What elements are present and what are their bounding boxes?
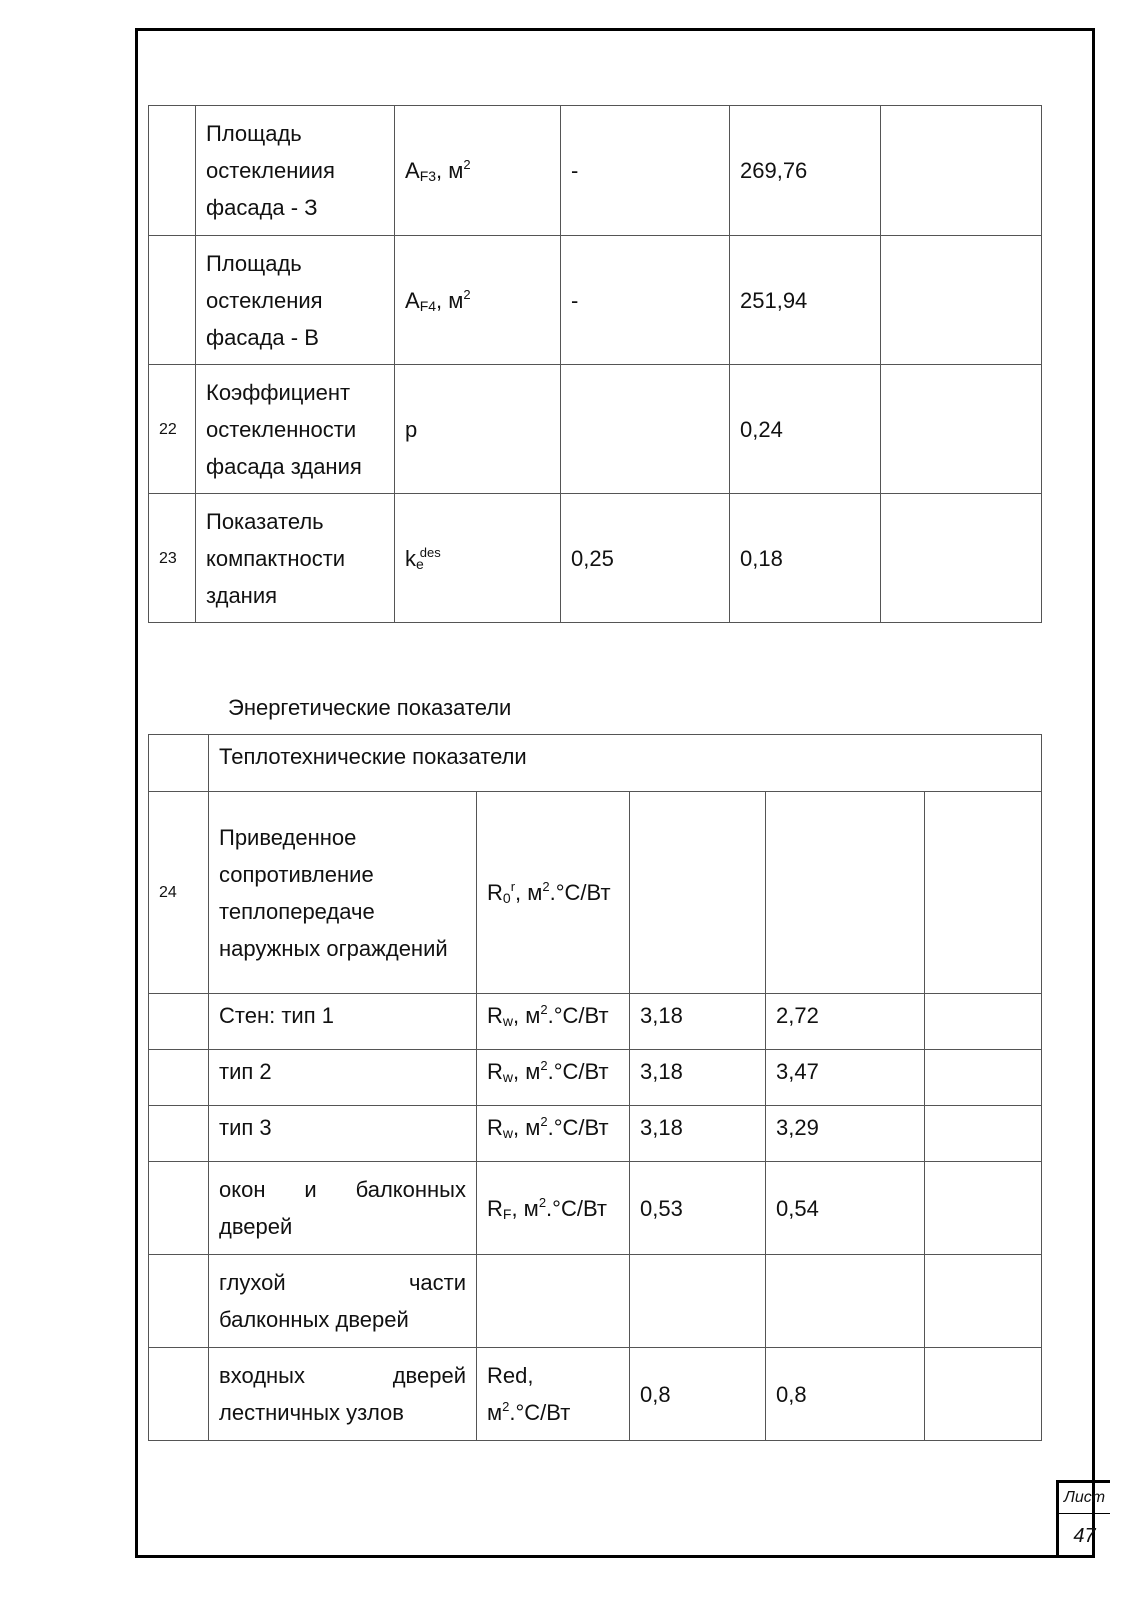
row-name: [209, 1162, 477, 1255]
row-norm: [561, 365, 730, 494]
symbol-sup: 2: [463, 286, 471, 302]
row-name-line: [219, 1264, 466, 1301]
row-name-line: дверей: [219, 1214, 293, 1239]
row-symbol: [477, 1348, 630, 1441]
symbol-sup: r: [510, 879, 516, 894]
row-value: 0,18: [730, 494, 881, 623]
row-number: [149, 236, 196, 365]
geometry-table: [148, 105, 1042, 623]
row-name-word: входных: [219, 1363, 305, 1388]
row-name: [209, 1255, 477, 1348]
symbol-main: R: [487, 1003, 503, 1028]
row-number: [149, 1106, 209, 1162]
section-heading: Энергетические показатели: [228, 695, 512, 720]
symbol-unit: .°С/Вт: [549, 880, 611, 905]
symbol-unit: , м: [515, 880, 543, 905]
symbol-unit: .°С/Вт: [547, 1003, 609, 1028]
row-name-line: [219, 1357, 466, 1394]
row-name-line: [219, 1171, 466, 1208]
row-norm: 0,8: [630, 1348, 766, 1441]
symbol-unit: м: [487, 1400, 503, 1425]
row-norm: [630, 792, 766, 994]
row-number: [149, 1162, 209, 1255]
symbol-sup: 2: [502, 1399, 510, 1414]
symbol-sup: 2: [540, 1114, 548, 1129]
symbol-sub: w: [502, 1069, 514, 1085]
symbol-main: p: [405, 416, 418, 442]
table-row: [149, 1106, 1042, 1162]
row-name: Площадь остекления фасада - В: [196, 236, 395, 365]
row-note: [925, 1050, 1042, 1106]
row-name: тип 3: [209, 1106, 477, 1162]
symbol-unit: , м: [513, 1003, 541, 1028]
table-row: [149, 1255, 1042, 1348]
symbol-unit: , м: [513, 1059, 541, 1084]
symbol-sub: F: [502, 1205, 512, 1222]
row-note: [881, 236, 1042, 365]
sheet-number: 47: [1073, 1525, 1096, 1547]
energy-table: [148, 734, 1042, 1441]
symbol-unit: .°С/Вт: [547, 1059, 609, 1084]
symbol-sup: des: [419, 544, 441, 560]
row-norm: -: [561, 106, 730, 236]
symbol-main: k: [405, 545, 416, 571]
row-symbol: [395, 236, 561, 365]
row-name-word: глухой: [219, 1270, 286, 1295]
row-name: [196, 106, 395, 236]
table-header: Теплотехнические показатели: [209, 735, 1042, 792]
row-note: [925, 1255, 1042, 1348]
symbol-unit: , м: [511, 1195, 539, 1221]
row-name-word: части: [408, 1270, 466, 1295]
row-norm: 3,18: [630, 1050, 766, 1106]
row-symbol: [477, 994, 630, 1050]
row-value: 0,54: [766, 1162, 925, 1255]
symbol-main: R: [487, 1195, 503, 1221]
sheet-stamp: [1056, 1480, 1110, 1558]
row-norm: [630, 1255, 766, 1348]
row-name: тип 2: [209, 1050, 477, 1106]
table-row: [149, 106, 1042, 236]
row-number: [149, 994, 209, 1050]
table-row: [149, 494, 1042, 623]
symbol-unit: , м: [436, 287, 464, 313]
symbol-unit: .°С/Вт: [547, 1115, 609, 1140]
symbol-sup: 2: [463, 157, 471, 172]
symbol-sub: F4: [419, 297, 437, 314]
table-row: [149, 1348, 1042, 1441]
row-number: 24: [149, 792, 209, 994]
row-name-word: балконных: [355, 1177, 466, 1202]
row-note: [881, 106, 1042, 236]
row-symbol: [395, 494, 561, 623]
row-value: 251,94: [730, 236, 881, 365]
row-note: [881, 365, 1042, 494]
table-row: [149, 994, 1042, 1050]
row-symbol: [395, 106, 561, 236]
row-norm: -: [561, 236, 730, 365]
row-number: [149, 735, 209, 792]
symbol-sub: 0: [502, 890, 511, 906]
row-name-word: окон: [219, 1177, 266, 1202]
row-note: [925, 1106, 1042, 1162]
row-number: [149, 1050, 209, 1106]
symbol-unit: , м: [436, 158, 464, 183]
symbol-unit: , м: [513, 1115, 541, 1140]
table-row: [149, 1162, 1042, 1255]
row-value: [766, 792, 925, 994]
symbol-main: R: [487, 1059, 503, 1084]
row-name-word: и: [304, 1177, 317, 1202]
symbol-unit: .°С/Вт: [509, 1400, 571, 1425]
row-norm: 0,25: [561, 494, 730, 623]
row-norm: 3,18: [630, 1106, 766, 1162]
row-norm: 3,18: [630, 994, 766, 1050]
row-name-word: дверей: [392, 1363, 466, 1388]
row-name: Коэффициент остекленности фасада здания: [196, 365, 395, 494]
table-row: [149, 1050, 1042, 1106]
row-symbol: [395, 365, 561, 494]
symbol-unit: .°С/Вт: [546, 1195, 607, 1221]
symbol-sup: 2: [540, 1058, 548, 1073]
sheet-label: Лист: [1059, 1483, 1110, 1514]
symbol-main: Red,: [487, 1363, 534, 1388]
table-row: [149, 236, 1042, 365]
table-header-row: [149, 735, 1042, 792]
symbol-sup: 2: [542, 879, 550, 894]
row-value: 0,8: [766, 1348, 925, 1441]
symbol-sup: 2: [540, 1002, 548, 1017]
row-number: [149, 106, 196, 236]
row-name-text: Площадь остеклениия фасада - З: [206, 121, 335, 220]
row-norm: 0,53: [630, 1162, 766, 1255]
row-symbol: [477, 1050, 630, 1106]
row-value: 3,29: [766, 1106, 925, 1162]
symbol-unit-line: [487, 1394, 619, 1431]
symbol-sub: w: [502, 1125, 514, 1141]
symbol-sup: 2: [538, 1194, 547, 1210]
row-number: 22: [149, 365, 196, 494]
row-symbol: [477, 1106, 630, 1162]
symbol-main: R: [487, 1115, 503, 1140]
row-value: 0,24: [730, 365, 881, 494]
row-value: 2,72: [766, 994, 925, 1050]
row-number: [149, 1348, 209, 1441]
table-row: [149, 792, 1042, 994]
row-value: [766, 1255, 925, 1348]
row-symbol: [477, 1255, 630, 1348]
row-name: Показатель компактности здания: [196, 494, 395, 623]
row-note: [881, 494, 1042, 623]
row-symbol: [477, 1162, 630, 1255]
row-name-line: балконных дверей: [219, 1307, 409, 1332]
row-note: [925, 1348, 1042, 1441]
row-name-line: лестничных узлов: [219, 1400, 404, 1425]
row-value: 269,76: [730, 106, 881, 236]
row-note: [925, 792, 1042, 994]
row-name: Приведенное сопротивление теплопередаче наружных ограждений: [209, 792, 477, 994]
table-row: [149, 365, 1042, 494]
row-note: [925, 1162, 1042, 1255]
symbol-main: A: [405, 287, 420, 313]
symbol-main: A: [405, 158, 420, 183]
row-value: 3,47: [766, 1050, 925, 1106]
row-name: Стен: тип 1: [209, 994, 477, 1050]
symbol-sub: F3: [419, 168, 437, 184]
row-number: 23: [149, 494, 196, 623]
symbol-sub: w: [502, 1013, 514, 1029]
row-name: [209, 1348, 477, 1441]
row-symbol: [477, 792, 630, 994]
symbol-sub: e: [416, 555, 424, 572]
row-number: [149, 1255, 209, 1348]
symbol-main: R: [487, 880, 503, 905]
row-note: [925, 994, 1042, 1050]
